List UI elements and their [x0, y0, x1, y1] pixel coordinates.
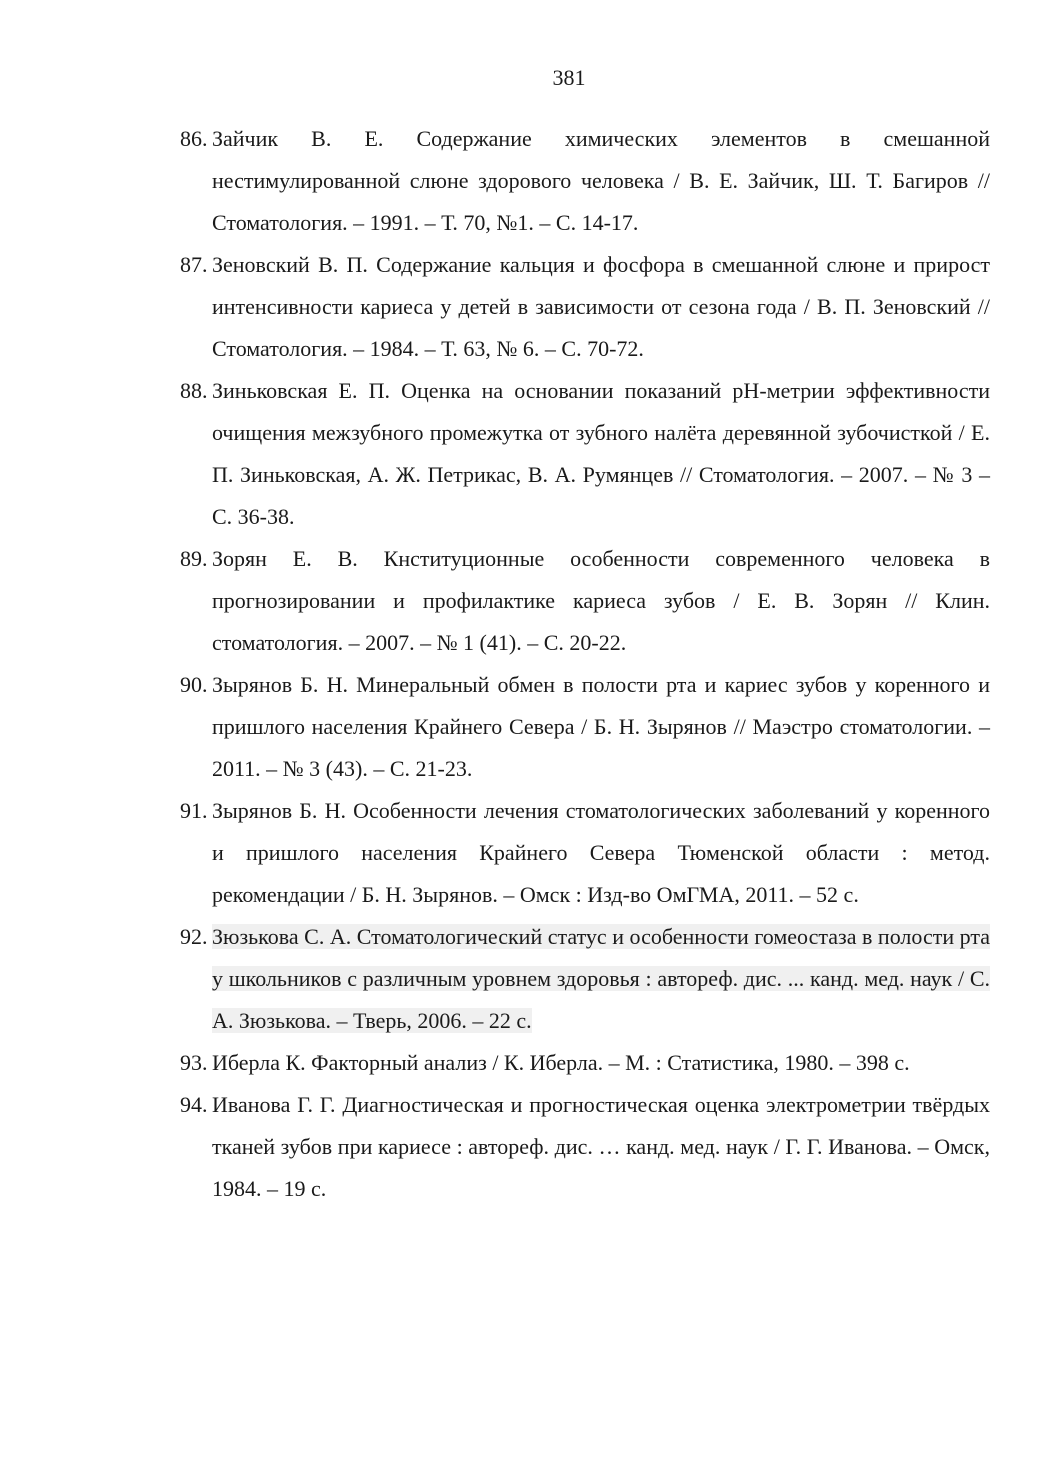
reference-number: 91.: [180, 798, 208, 823]
reference-list: [180, 118, 990, 1210]
reference-text: Зорян Е. В. Кнституционные особенности современного человека в прогнозировании и профилактике кариеса зубов / Е. В. Зорян // Клин. стоматология. – 2007. – № 1 (41). – С. 20-22.: [212, 546, 990, 655]
reference-number: 90.: [180, 672, 208, 697]
reference-item-87: [180, 244, 990, 370]
reference-text-highlighted: [212, 916, 990, 1042]
reference-item-90: [180, 664, 990, 790]
reference-text: Зырянов Б. Н. Особенности лечения стоматологических заболеваний у коренного и пришлого населения Крайнего Севера Тюменской области : метод. рекомендации / Б. Н. Зырянов. – Омск : Изд-во ОмГМА, 2011. – 52 с.: [212, 798, 990, 907]
reference-number: 94.: [180, 1092, 208, 1117]
reference-text: Зайчик В. Е. Содержание химических элементов в смешанной нестимулированной слюне здорового человека / В. Е. Зайчик, Ш. Т. Багиров // Стоматология. – 1991. – Т. 70, №1. – С. 14-17.: [212, 126, 990, 235]
reference-text: Иберла К. Факторный анализ / К. Иберла. – М. : Статистика, 1980. – 398 с.: [212, 1050, 910, 1075]
reference-item-93: [180, 1042, 990, 1084]
reference-item-86: [180, 118, 990, 244]
highlighted-text: Зюзькова С. А. Стоматологический статус и особенности гомеостаза в полости рта у школьников с различным уровнем здоровья : автореф. дис. ... канд. мед. наук / С. А. Зюзькова. – Тверь, 2006. – 22 с.: [212, 924, 990, 1033]
reference-item-89: [180, 538, 990, 664]
reference-text: Зиньковская Е. П. Оценка на основании показаний pH-метрии эффективности очищения межзубного промежутка от зубного налёта деревянной зубочисткой / Е. П. Зиньковская, А. Ж. Петрикас, В. А. Румянцев // Стоматология. – 2007. – № 3 – С. 36-38.: [212, 378, 990, 529]
reference-item-88: [180, 370, 990, 538]
reference-number: 88.: [180, 378, 208, 403]
reference-item-91: [180, 790, 990, 916]
reference-number: 92.: [180, 924, 208, 949]
reference-number: 87.: [180, 252, 208, 277]
reference-number: 86.: [180, 126, 208, 151]
reference-number: 93.: [180, 1050, 208, 1075]
reference-text: Иванова Г. Г. Диагностическая и прогностическая оценка электрометрии твёрдых тканей зубов при кариесе : автореф. дис. … канд. мед. наук / Г. Г. Иванова. – Омск, 1984. – 19 с.: [212, 1092, 990, 1201]
reference-text: Зырянов Б. Н. Минеральный обмен в полости рта и кариес зубов у коренного и пришлого населения Крайнего Севера / Б. Н. Зырянов // Маэстро стоматологии. – 2011. – № 3 (43). – С. 21-23.: [212, 672, 990, 781]
reference-item-92: [180, 916, 990, 1042]
reference-text: Зеновский В. П. Содержание кальция и фосфора в смешанной слюне и прирост интенсивности кариеса у детей в зависимости от сезона года / В. П. Зеновский // Стоматология. – 1984. – Т. 63, № 6. – С. 70-72.: [212, 252, 990, 361]
reference-item-94: [180, 1084, 990, 1210]
page-number: 381: [552, 65, 586, 90]
reference-number: 89.: [180, 546, 208, 571]
